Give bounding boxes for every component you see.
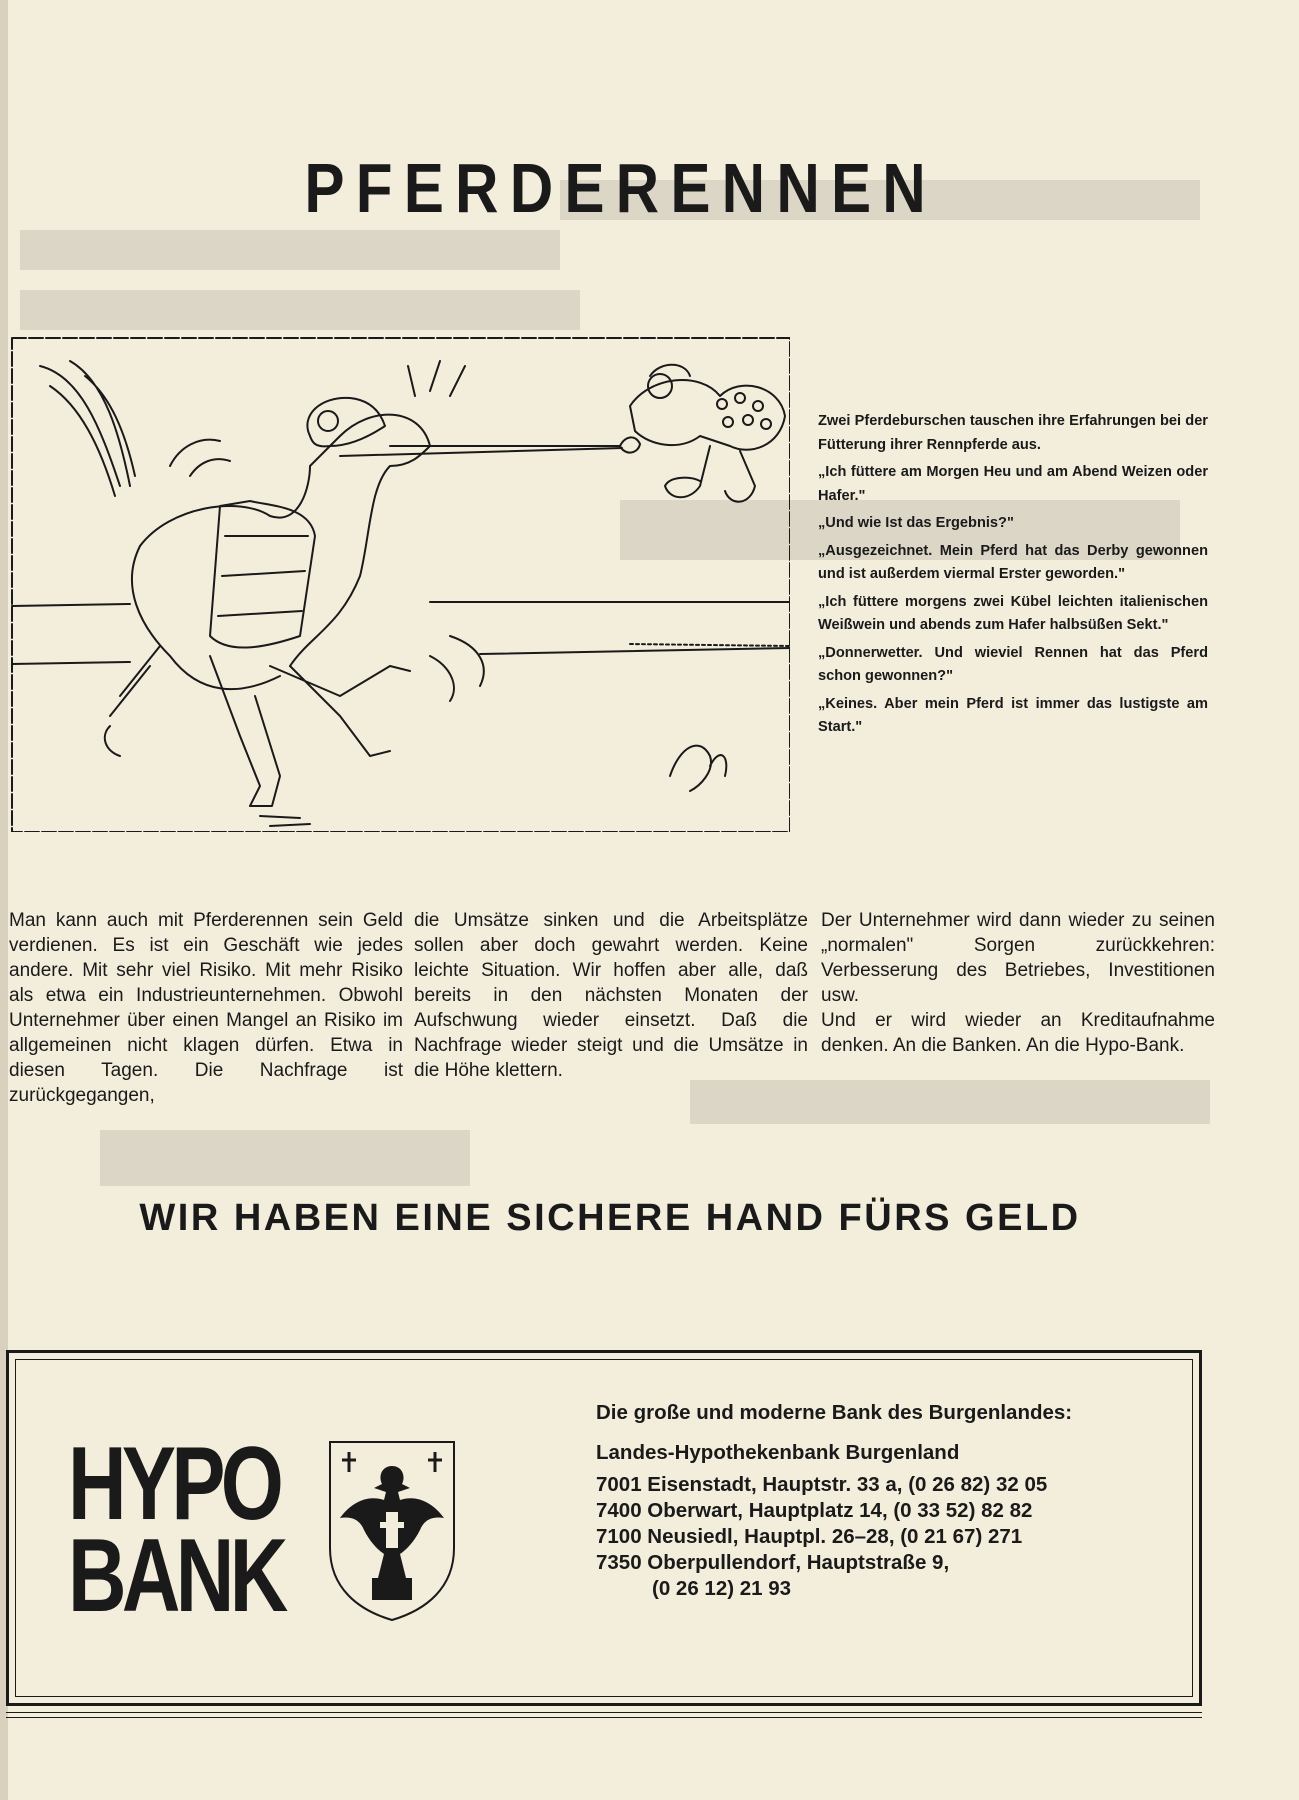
bank-address: 7001 Eisenstadt, Hauptstr. 33 a, (0 26 82) 32 05 [596,1473,1048,1496]
horse-tail [40,361,135,496]
body-column-3 [821,908,1215,1058]
cartoon-border [12,338,790,832]
bank-address: 7350 Oberpullendorf, Hauptstraße 9, [596,1551,950,1574]
bank-tagline: Die große und moderne Bank des Burgenlandes: [596,1401,1073,1424]
body-text: die Umsätze sinken und die Arbeitsplätze sollen aber doch gewahrt werden. Keine leichte Situation. Wir hoffen aber alle, daß bereits in den nächsten Monaten der Aufschwung wieder einsetzt. Daß die Nachfrage wieder steigt und die Umsätze in die Höhe klettern. [414,910,808,1081]
bank-contact-info [596,1400,1156,1602]
story-paragraph: „Donnerwetter. Und wieviel Rennen hat das Pferd schon gewonnen?" [818,644,1208,684]
story-paragraph: „Keines. Aber mein Pferd ist immer das lustigste am Start." [818,695,1208,735]
body-column-1 [9,908,403,1108]
body-text: Und er wird wieder an Kreditaufnahme denken. An die Banken. An die Hypo-Bank. [821,1010,1215,1056]
logo-line: BANK [68,1518,284,1634]
hypo-bank-logo [68,1426,284,1634]
logo-line: HYPO [68,1426,280,1542]
bank-address: 7400 Oberwart, Hauptplatz 14, (0 33 52) 82 82 [596,1499,1033,1522]
story-paragraph: „Und wie Ist das Ergebnis?" [818,515,1014,531]
bank-name: Landes-Hypothekenbank Burgenland [596,1441,960,1464]
bank-address-phone: (0 26 12) 21 93 [652,1577,792,1600]
fence-rail [12,602,790,664]
body-text: Der Unternehmer wird dann wieder zu seinen „normalen" Sorgen zurückkehren: Verbesserung des Betriebes, Investitionen usw. [821,910,1215,1006]
story-paragraph: „Ausgezeichnet. Mein Pferd hat das Derby gewonnen und ist außerdem viermal Erster geworden." [818,542,1208,582]
story-paragraph: Zwei Pferdeburschen tauschen ihre Erfahrungen bei der Fütterung ihrer Rennpferde aus. [818,413,1208,453]
horse-legs [210,656,410,806]
body-column-2 [414,908,808,1083]
horse-race-cartoon [10,336,790,832]
artist-signature [670,746,726,791]
joke-story [818,410,1208,744]
bank-address: 7100 Neusiedl, Hauptpl. 26–28, (0 21 67) 271 [596,1525,1023,1548]
story-paragraph: „Ich füttere morgens zwei Kübel leichten italienischen Weißwein und abends zum Hafer halbsüßen Sekt." [818,593,1208,633]
headline: PFERDERENNEN [304,149,937,227]
body-text: Man kann auch mit Pferderennen sein Geld verdienen. Es ist ein Geschäft wie jedes andere. Mit sehr viel Risiko. Mit mehr Risiko als etwa ein Industrieunternehmen. Obwohl Unternehmer über einen Mangel an Risiko im allgemeinen nicht klagen dürfen. Etwa in diesen Tagen. Die Nachfrage ist zurückgegangen, [9,910,403,1106]
burgenland-eagle-crest-icon [326,1438,458,1622]
bottom-rule [6,1712,1202,1718]
story-paragraph: „Ich füttere am Morgen Heu und am Abend Weizen oder Hafer." [818,464,1208,504]
slogan: WIR HABEN EINE SICHERE HAND FÜRS GELD [139,1197,1081,1239]
jockey [630,380,785,450]
horse-body [140,415,430,666]
